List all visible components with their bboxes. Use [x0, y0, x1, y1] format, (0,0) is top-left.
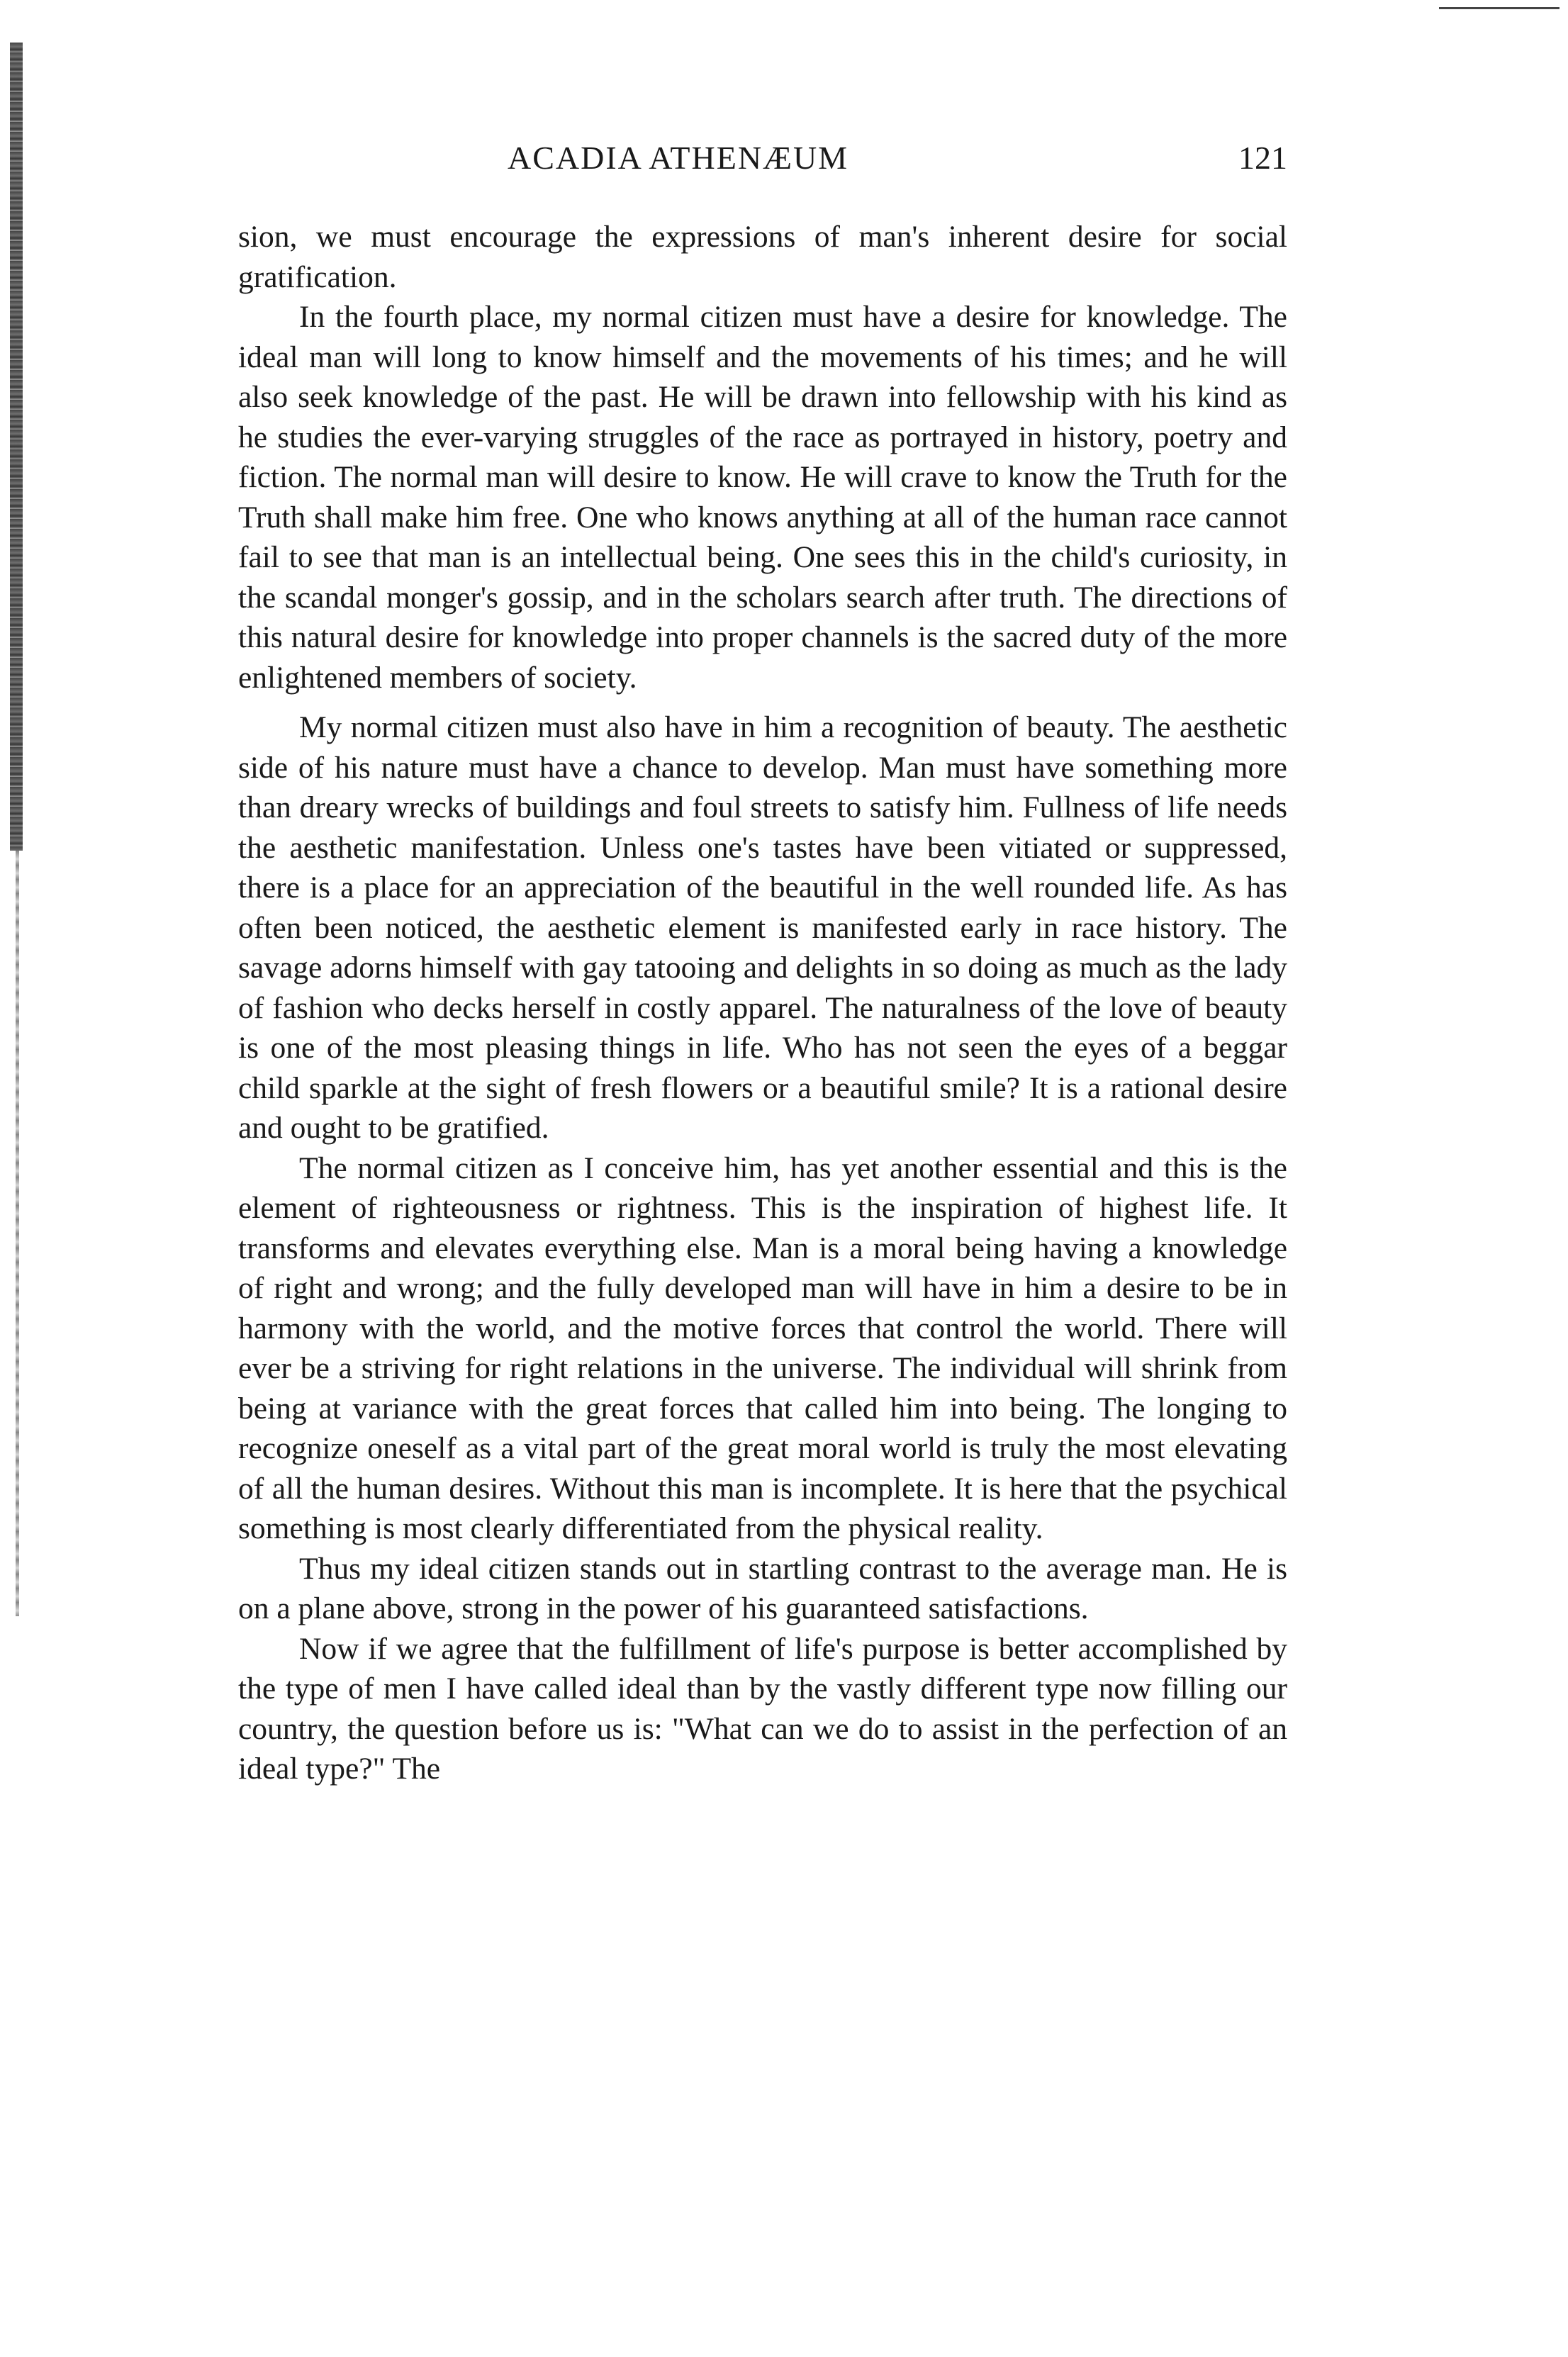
paragraph-righteousness: The normal citizen as I conceive him, has yet another essential and this is the element of righteousness or rightness. This is the inspiration of highest life. It transforms and elevates everything else. Man is a moral being having a knowledge of right and wrong; and the fully developed man will have in him a desire to be in harmony with the world, and the motive forces that control the world. There will ever be a striving for right relations in the universe. The individual will shrink from being at variance with the great forces that called him into being. The longing to recognize oneself as a vital part of the great moral world is truly the most elevating of all the human desires. Without this man is incomplete. It is here that the psychical something is most clearly differentiated from the physical reality.: [238, 1150, 1287, 1545]
scan-binding-edge: [10, 43, 23, 851]
paragraph-question: Now if we agree that the fulfillment of life's purpose is better accomplished by the type of men I have called ideal than by the vastly different type now filling our country, the question before us is: "What can we do to assist in the perfection of an ideal type?" The: [238, 1631, 1287, 1786]
page-number: 121: [1238, 140, 1287, 176]
scan-binding-edge-lower: [16, 851, 19, 1616]
body-text: [238, 217, 1287, 1789]
paragraph-contrast: Thus my ideal citizen stands out in startling contrast to the average man. He is on a plane above, strong in the power of his guaranteed satisfactions.: [238, 1551, 1287, 1625]
paragraph-beauty: My normal citizen must also have in him a recognition of beauty. The aesthetic side of his nature must have a chance to develop. Man must have something more than dreary wrecks of buildings and foul streets to satisfy him. Fullness of life needs the aesthetic manifestation. Unless one's tastes have been vitiated or suppressed, there is a place for an appreciation of the beautiful in the well rounded life. As has often been noticed, the aesthetic element is manifested early in race history. The savage adorns himself with gay tatooing and delights in so doing as much as the lady of fashion who decks herself in costly apparel. The naturalness of the love of beauty is one of the most pleasing things in life. Who has not seen the eyes of a beggar child sparkle at the sight of fresh flowers or a beautiful smile? It is a rational desire and ought to be gratified.: [238, 710, 1287, 1145]
paragraph-knowledge: In the fourth place, my normal citizen must have a desire for knowledge. The ideal man will long to know himself and the movements of his times; and he will also seek knowledge of the past. He will be drawn into fellowship with his kind as he studies the ever-varying struggles of the race as portrayed in history, poetry and fiction. The normal man will desire to know. He will crave to know the Truth for the Truth shall make him free. One who knows anything at all of the human race cannot fail to see that man is an intellectual being. One sees this in the child's curiosity, in the scandal monger's gossip, and in the scholars search after truth. The directions of this natural desire for knowledge into proper channels is the sacred duty of the more enlightened members of society.: [238, 300, 1287, 695]
scan-top-rule: [1439, 7, 1559, 9]
page-header: [238, 139, 1287, 189]
running-head: ACADIA ATHENÆUM: [508, 140, 849, 176]
paragraph-continuation: sion, we must encourage the expressions of man's inherent desire for social gratification.: [238, 220, 1287, 294]
